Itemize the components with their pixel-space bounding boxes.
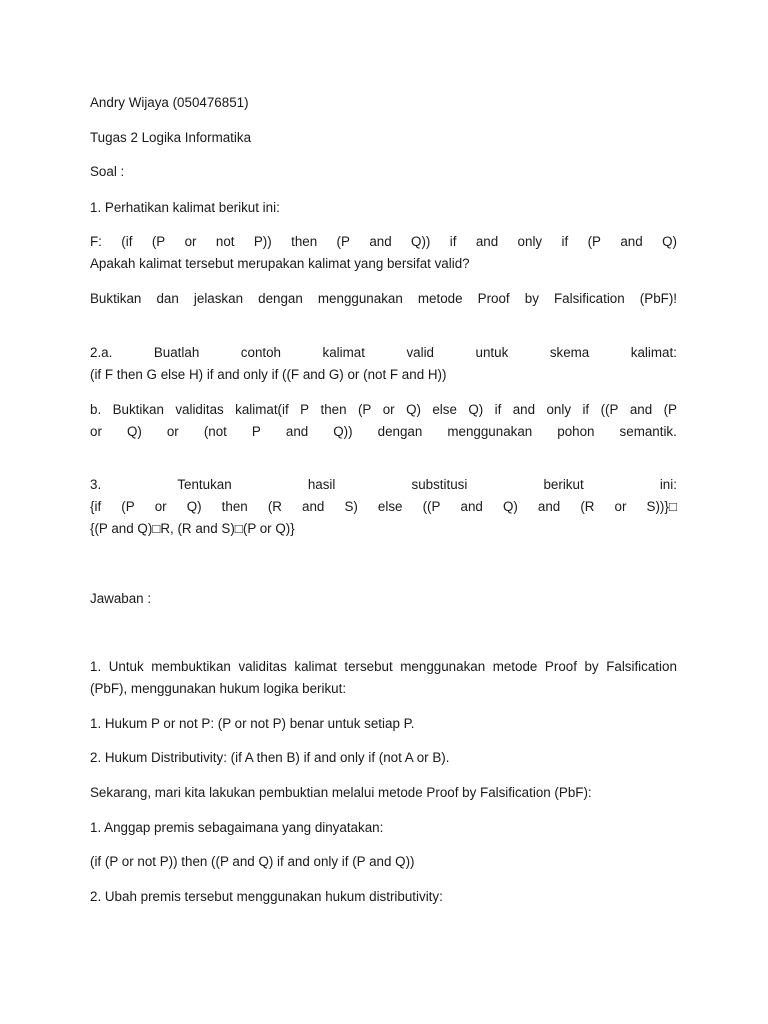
word: if: [561, 234, 569, 249]
answer-1-line-2: (PbF), menggunakan hukum logika berikut:: [90, 681, 347, 696]
word: and: [475, 234, 499, 249]
word: validitas: [238, 659, 287, 674]
question-2b-line-2: [90, 424, 677, 440]
word: ((P: [600, 402, 619, 417]
word: Q): [468, 402, 484, 417]
word: (P: [587, 234, 601, 249]
word: tersebut: [344, 659, 393, 674]
word: and: [302, 499, 325, 514]
word: ((P: [422, 499, 441, 514]
word: and: [620, 234, 643, 249]
word: menggunakan: [317, 291, 403, 306]
jawaban-heading: Jawaban :: [90, 591, 152, 606]
word: b.: [90, 402, 102, 417]
word: Buktikan: [112, 402, 164, 417]
word: kalimat(if: [235, 402, 289, 417]
word: (P: [663, 402, 677, 417]
word: or: [184, 234, 197, 249]
word: (if: [121, 234, 133, 249]
word: (P: [357, 402, 372, 417]
word: P: [251, 424, 261, 439]
question-1-instruction: [90, 291, 677, 307]
question-2b-line-1: [90, 402, 677, 418]
word: P: [300, 402, 310, 417]
word: semantik.: [619, 424, 677, 439]
word: dengan: [377, 424, 423, 439]
law-2: 2. Hukum Distributivity: (if A then B) if and only if (not A or B).: [90, 750, 450, 765]
word: F:: [90, 234, 102, 249]
word: (P: [121, 499, 135, 514]
question-2a-text: [90, 345, 677, 361]
word: Q)): [411, 234, 431, 249]
word: by: [584, 659, 599, 674]
word: Tentukan: [177, 477, 232, 492]
word: then: [221, 499, 248, 514]
question-3-substitution: {(P and Q)□R, (R and S)□(P or Q)}: [90, 521, 295, 536]
law-1: 1. Hukum P or not P: (P or not P) benar untuk setiap P.: [90, 716, 415, 731]
word: Falsification: [554, 291, 625, 306]
word: (not: [203, 424, 227, 439]
word: and: [285, 424, 309, 439]
answer-1-line-1: [90, 659, 677, 675]
question-1-intro: 1. Perhatikan kalimat berikut ini:: [90, 200, 280, 215]
step-2: 2. Ubah premis tersebut menggunakan hukum distributivity:: [90, 889, 443, 904]
word: (R: [267, 499, 282, 514]
word: then: [291, 234, 318, 249]
word: dengan: [258, 291, 303, 306]
word: or: [614, 499, 627, 514]
word: Buatlah: [153, 345, 200, 360]
word: 1.: [90, 659, 102, 674]
word: and: [460, 499, 483, 514]
question-3-formula: [90, 499, 677, 515]
word: Q)): [333, 424, 353, 439]
word: membuktikan: [151, 659, 231, 674]
word: only: [546, 402, 572, 417]
word: (R: [580, 499, 595, 514]
word: and: [512, 402, 536, 417]
question-2a-formula: (if F then G else H) if and only if ((F and G) or (not F and H)): [90, 367, 447, 382]
question-3-text: [90, 477, 677, 493]
word: (P: [336, 234, 350, 249]
word: Buktikan: [90, 291, 142, 306]
word: 2.a.: [90, 345, 113, 360]
word: Q): [662, 234, 677, 249]
word: else: [377, 499, 403, 514]
word: pohon: [557, 424, 595, 439]
word: (PbF)!: [639, 291, 677, 306]
word: Untuk: [108, 659, 144, 674]
word: metode: [417, 291, 463, 306]
word: kalimat:: [630, 345, 677, 360]
word: or: [90, 424, 102, 439]
word: jelaskan: [193, 291, 244, 306]
word: validitas: [175, 402, 224, 417]
word: {if: [90, 499, 102, 514]
author-line: Andry Wijaya (050476851): [90, 95, 249, 110]
question-1-question: Apakah kalimat tersebut merupakan kalimat yang bersifat valid?: [90, 256, 470, 271]
word: or: [166, 424, 179, 439]
word: hasil: [307, 477, 336, 492]
proof-intro: Sekarang, mari kita lakukan pembuktian melalui metode Proof by Falsification (PbF):: [90, 785, 592, 800]
word: ini:: [659, 477, 677, 492]
word: 3.: [90, 477, 102, 492]
word: if: [582, 402, 590, 417]
word: valid: [406, 345, 435, 360]
word: and: [629, 402, 653, 417]
step-1-formula: (if (P or not P)) then ((P and Q) if and only if (P and Q)): [90, 854, 415, 869]
document-title: Tugas 2 Logika Informatika: [90, 130, 252, 145]
soal-heading: Soal :: [90, 164, 125, 179]
word: metode: [492, 659, 538, 674]
word: Q): [126, 424, 142, 439]
word: Q): [502, 499, 518, 514]
word: S))}□: [646, 499, 677, 514]
word: (P: [151, 234, 166, 249]
word: else: [432, 402, 457, 417]
word: by: [524, 291, 539, 306]
word: or: [382, 402, 395, 417]
word: or: [154, 499, 167, 514]
word: kalimat: [322, 345, 365, 360]
word: Falsification: [606, 659, 677, 674]
word: P)): [253, 234, 272, 249]
word: menggunakan: [400, 659, 486, 674]
question-1-formula: [90, 234, 677, 250]
word: Q): [186, 499, 202, 514]
word: skema: [549, 345, 590, 360]
word: and: [537, 499, 561, 514]
word: berikut: [543, 477, 584, 492]
step-1: 1. Anggap premis sebagaimana yang dinyatakan:: [90, 820, 384, 835]
word: if: [494, 402, 502, 417]
word: Q): [406, 402, 421, 417]
word: kalimat: [294, 659, 337, 674]
word: substitusi: [411, 477, 468, 492]
word: only: [517, 234, 543, 249]
word: dan: [156, 291, 179, 306]
word: untuk: [475, 345, 509, 360]
word: S): [344, 499, 358, 514]
word: if: [449, 234, 457, 249]
word: not: [215, 234, 235, 249]
word: and: [369, 234, 392, 249]
word: Proof: [477, 291, 510, 306]
word: Proof: [544, 659, 577, 674]
word: then: [320, 402, 347, 417]
word: menggunakan: [447, 424, 533, 439]
word: contoh: [240, 345, 282, 360]
